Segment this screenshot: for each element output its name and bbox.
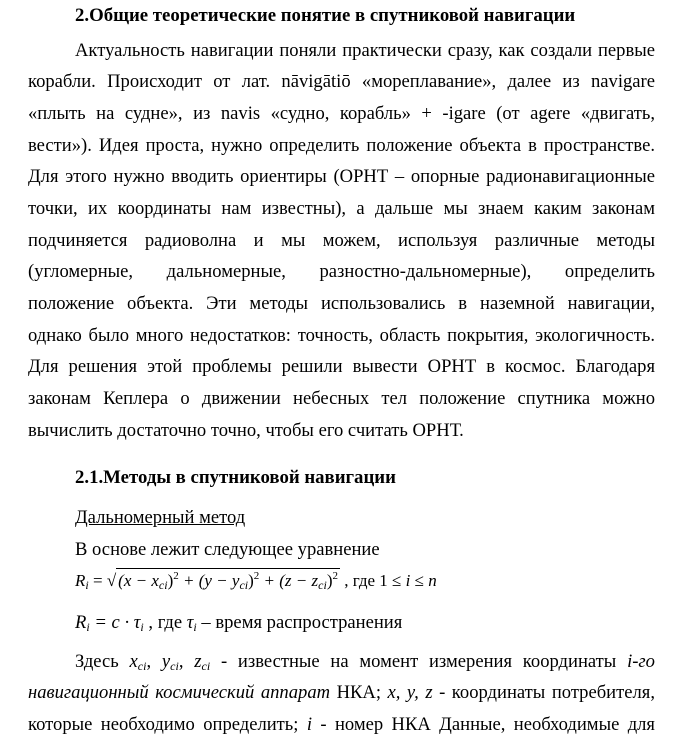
paragraph-line: вычислить достаточно точно, чтобы его считать ОРНТ.: [28, 420, 464, 441]
paragraph-line: корабли. Происходит от лат. nāvigātiō «мореплавание», далее из navigare: [28, 71, 655, 92]
paragraph-line: положение объекта. Эти методы использовались в наземной навигации,: [28, 293, 655, 314]
explanation-line: Здесь $x_{ci}$, $y_{ci}$, $z_{ci}$ - известные на момент измерения координаты i-го: [75, 651, 655, 673]
section-heading: 2.Общие теоретические понятие в спутниковой навигации: [75, 5, 576, 26]
paragraph-line: законам Кеплера о движении небесных тел положение спутника можно: [28, 388, 655, 409]
paragraph-line: вести»). Идея проста, нужно определить положение объекта в пространстве.: [28, 135, 655, 156]
formula-range: $R_i$ = √ $(x - x_{ci})^2 + (y - y_{ci})^2 + (z - z_{ci})^2$ , где 1 ≤ i ≤ n: [75, 570, 437, 592]
paragraph-line: подчиняется радиоволна и мы можем, используя различные методы: [28, 230, 655, 251]
intro-text: В основе лежит следующее уравнение: [75, 539, 380, 560]
subsection-heading: 2.1.Методы в спутниковой навигации: [75, 467, 396, 488]
paragraph-line: однако было много недостатков: точность, область покрытия, экологичность.: [28, 325, 655, 346]
paragraph-line: Актуальность навигации поняли практически сразу, как создали первые: [75, 40, 655, 61]
method-title: [75, 502, 655, 533]
explanation-line: навигационный космический аппарат НКА; x, y, z - координаты потребителя,: [28, 682, 655, 703]
explanation-line: которые необходимо определить; i - номер НКА Данные, необходимые для: [28, 714, 655, 735]
paragraph-line: точки, их координаты нам известны), а дальше мы знаем каким законам: [28, 198, 655, 219]
paragraph-line: (угломерные, дальномерные, разностно-дальномерные), определить: [28, 261, 655, 282]
method-title-text: Дальномерный метод: [75, 507, 246, 528]
formula-time: $R_i = c \cdot \tau_i$ , где $\tau_i$ – время распространения: [75, 612, 403, 634]
paragraph-line: «плыть на судне», из navis «судно, корабль» + -igare (от agere «двигать,: [28, 103, 655, 124]
paragraph-line: Для решения этой проблемы решили вывести ОРНТ в космос. Благодаря: [28, 356, 655, 377]
paragraph-line: Для этого нужно вводить ориентиры (ОРНТ – опорные радионавигационные: [28, 166, 655, 187]
